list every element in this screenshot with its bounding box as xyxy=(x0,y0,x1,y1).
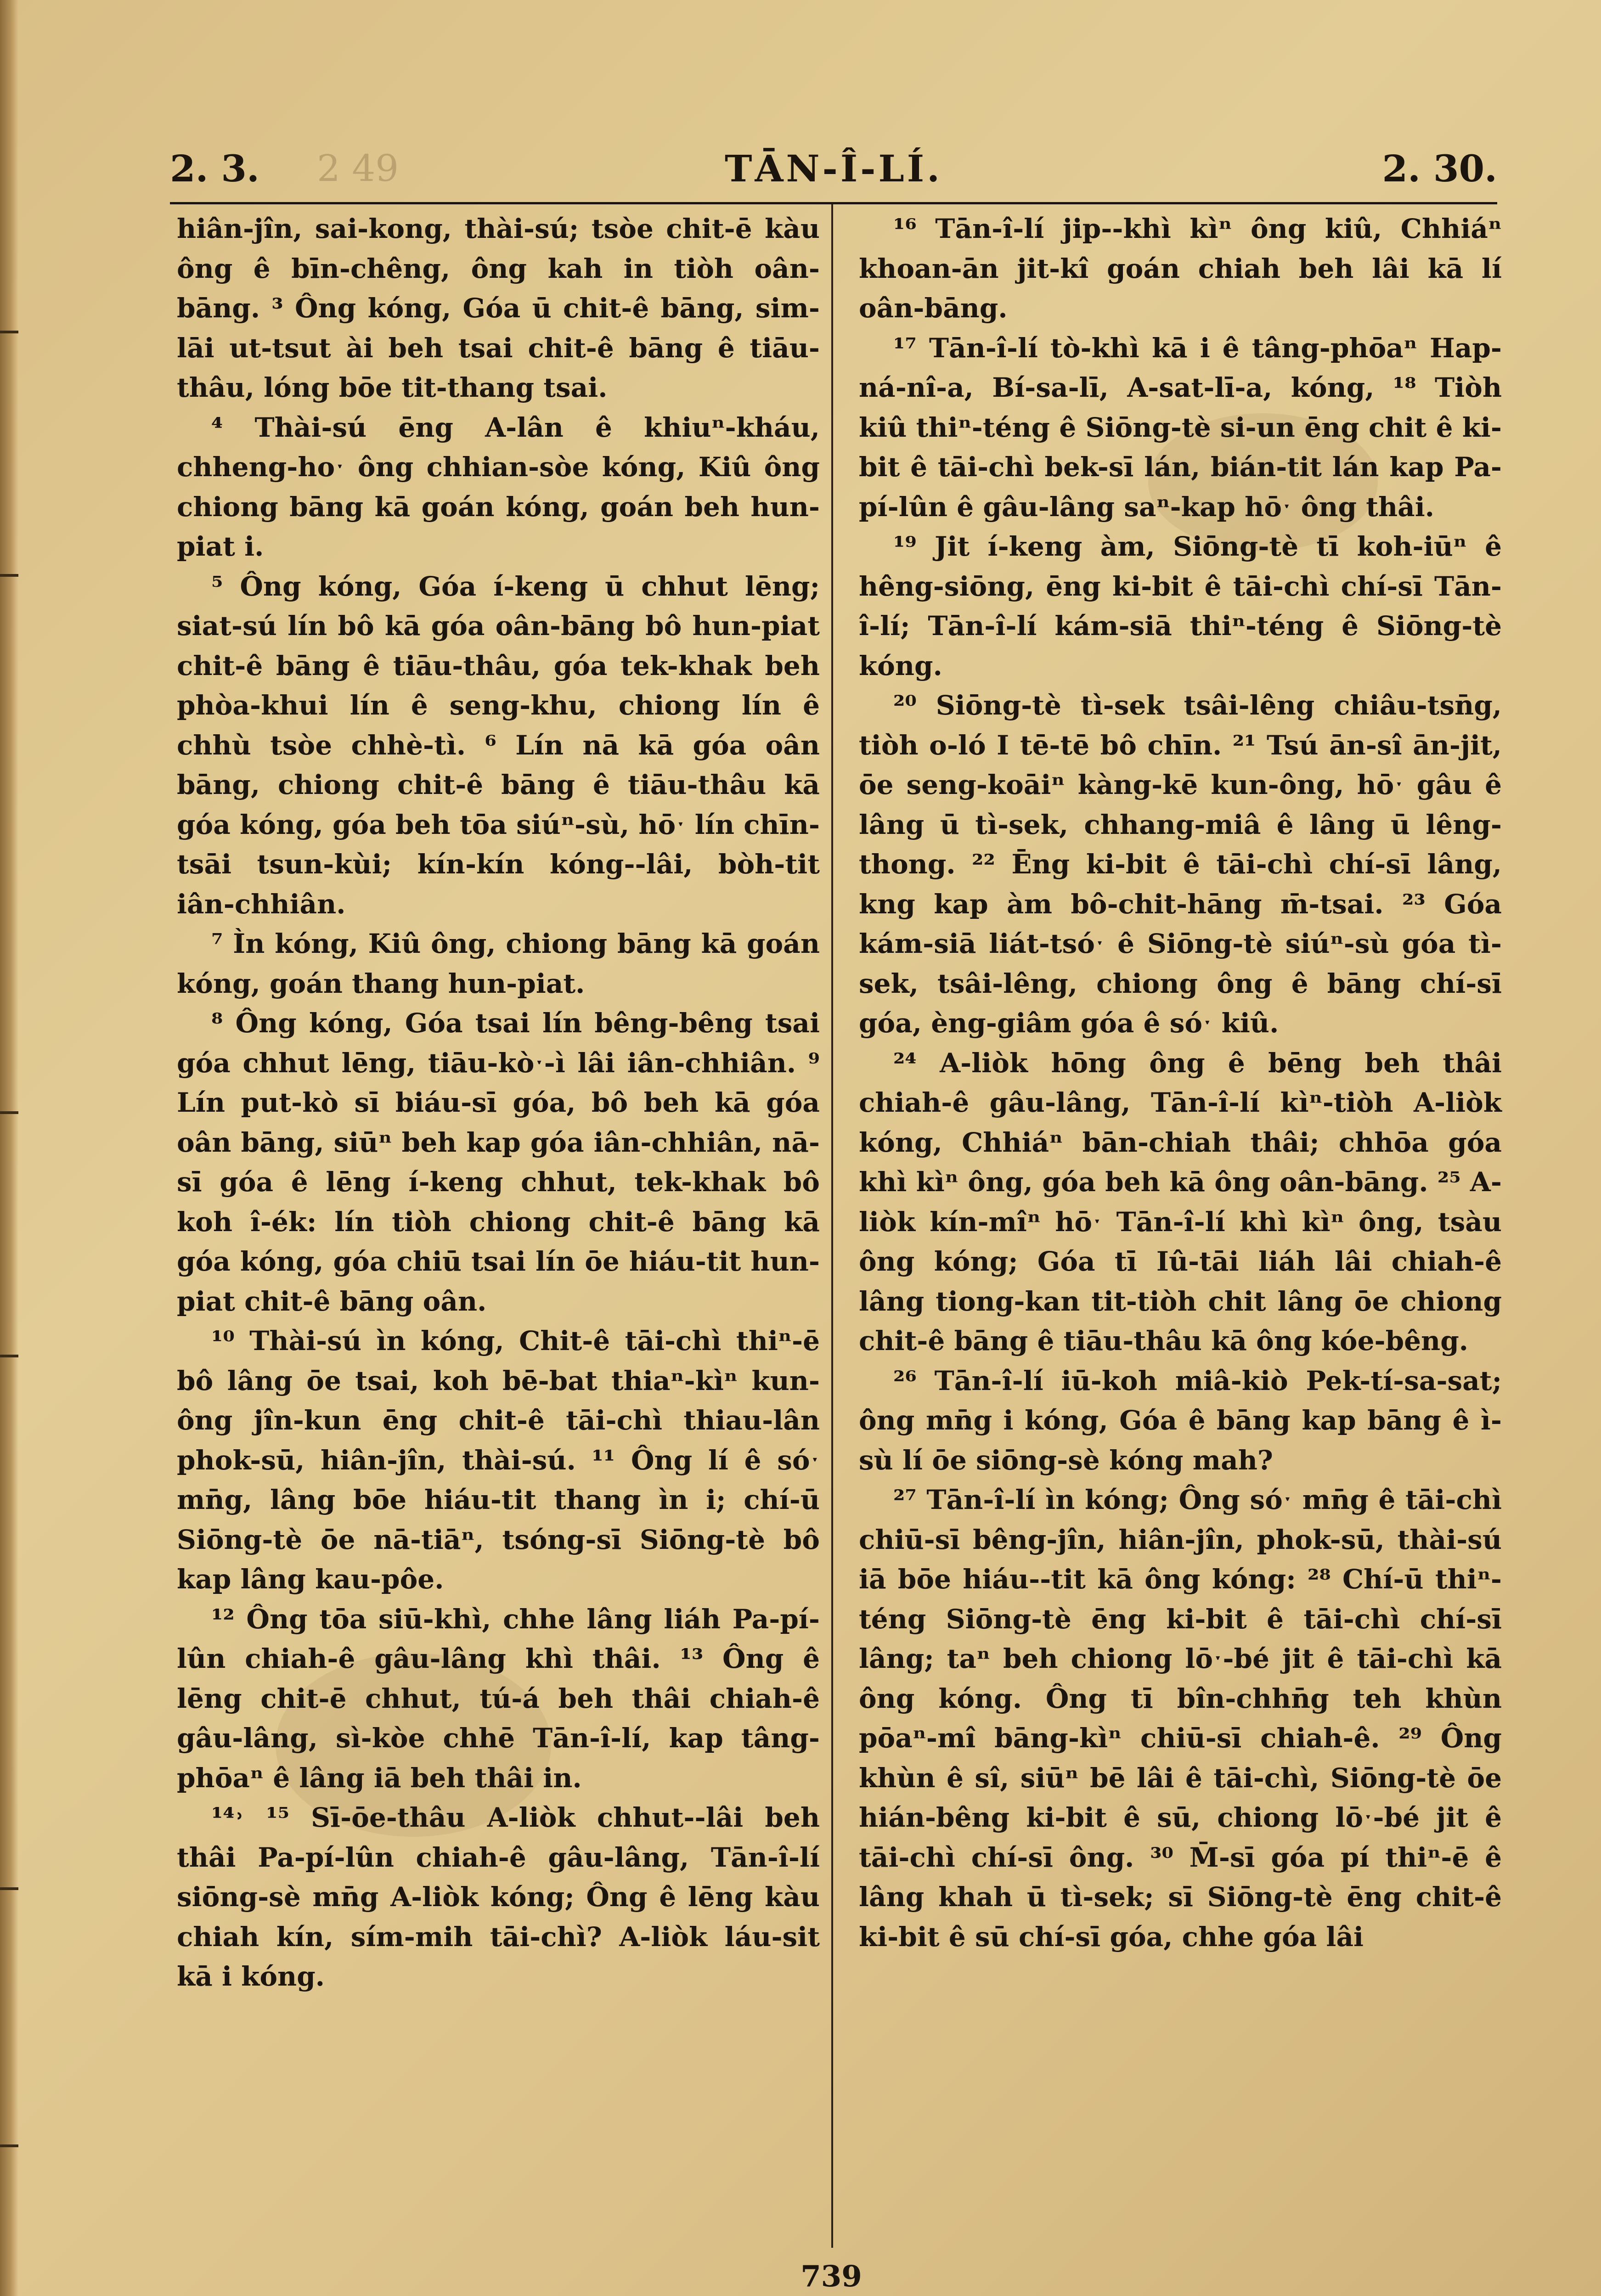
left-column xyxy=(177,209,820,1997)
right-column xyxy=(859,209,1502,1957)
paragraph: ¹² Ông tōa siū-khì, chhe lâng liáh Pa-pí-lûn chiah-ê gâu-lâng khì thâi. ¹³ Ông ê lēng chit-ē chhut, tú-á beh thâi chiah-ê gâu-lâng, sì-kòe chhē Tān-î-lí, kap tâng-phōaⁿ ê lâng iā beh thâi in. xyxy=(177,1603,820,1794)
book-title: TĀN-Î-LÍ. xyxy=(724,147,943,190)
paragraph: ¹⁹ Jit í-keng àm, Siōng-tè tī koh-iūⁿ ê hêng-siōng, ēng ki-bit ê tāi-chì chí-sī Tān-î-lí; Tān-î-lí kám-siā thiⁿ-téng ê Siōng-tè kóng. xyxy=(859,531,1502,681)
paragraph: ¹⁴˒ ¹⁵ Sī-ōe-thâu A-liòk chhut--lâi beh thâi Pa-pí-lûn chiah-ê gâu-lâng, Tān-î-lí siōng-sè mn̄g A-liòk kóng; Ông ê lēng kàu chiah kín, sím-mih tāi-chì? A-liòk láu-sit kā i kóng. xyxy=(177,1802,820,1992)
header-verse-range-start: 2. 3. xyxy=(170,147,259,190)
header-bleed-through: 2 49 xyxy=(317,147,399,190)
paragraph: ¹⁰ Thài-sú ìn kóng, Chit-ê tāi-chì thiⁿ-ē bô lâng ōe tsai, koh bē-bat thiaⁿ-kìⁿ kun-ông jîn-kun ēng chit-ê tāi-chì thiau-lân phok-sū, hiân-jîn, thài-sú. ¹¹ Ông lí ê sóˑ mn̄g, lâng bōe hiáu-tit thang ìn i; chí-ū Siōng-tè ōe nā-tiāⁿ, tsóng-sī Siōng-tè bô kap lâng kau-pôe. xyxy=(177,1325,820,1595)
binding-marks xyxy=(0,0,18,2296)
paragraph: ¹⁷ Tān-î-lí tò-khì kā i ê tâng-phōaⁿ Hap-ná-nî-a, Bí-sa-lī, A-sat-lī-a, kóng, ¹⁸ Tiòh kiû thiⁿ-téng ê Siōng-tè si-un ēng chit ê ki-bit ê tāi-chì bek-sī lán, bián-tit lán kap Pa-pí-lûn ê gâu-lâng saⁿ-kap hōˑ ông thâi. xyxy=(859,332,1502,523)
column-divider xyxy=(831,204,833,2248)
paragraph: ²⁶ Tān-î-lí iū-koh miâ-kiò Pek-tí-sa-sat; ông mn̄g i kóng, Góa ê bāng kap bāng ê ì-sù lí ōe siōng-sè kóng mah? xyxy=(859,1365,1502,1476)
paragraph: ²⁴ A-liòk hōng ông ê bēng beh thâi chiah-ê gâu-lâng, Tān-î-lí kìⁿ-tiòh A-liòk kóng, Chhiáⁿ bān-chiah thâi; chhōa góa khì kìⁿ ông, góa beh kā ông oân-bāng. ²⁵ A-liòk kín-mîⁿ hōˑ Tān-î-lí khì kìⁿ ông, tsàu ông kóng; Góa tī Iû-tāi liáh lâi chiah-ê lâng tiong-kan tit-tiòh chit lâng ōe chiong chit-ê bāng ê tiāu-thâu kā ông kóe-bêng. xyxy=(859,1047,1502,1356)
paragraph: hiân-jîn, sai-kong, thài-sú; tsòe chit-ē kàu ông ê bīn-chêng, ông kah in tiòh oân-bāng. ³ Ông kóng, Góa ū chit-ê bāng, sim-lāi ut-tsut ài beh tsai chit-ê bāng ê tiāu-thâu, lóng bōe tit-thang tsai. xyxy=(177,213,820,403)
page-number: 739 xyxy=(800,2259,862,2294)
running-header xyxy=(170,147,1497,197)
paragraph: ²⁷ Tān-î-lí ìn kóng; Ông sóˑ mn̄g ê tāi-chì chiū-sī bêng-jîn, hiân-jîn, phok-sū, thài-sú iā bōe hiáu--tit kā ông kóng: ²⁸ Chí-ū thiⁿ-téng Siōng-tè ēng ki-bit ê tāi-chì chí-sī lâng; taⁿ beh chiong lōˑ-bé jit ê tāi-chì kā ông kóng. Ông tī bîn-chhn̄g teh khùn pōaⁿ-mî bāng-kìⁿ chiū-sī chiah-ê. ²⁹ Ông khùn ê sî, siūⁿ bē lâi ê tāi-chì, Siōng-tè ōe hián-bêng ki-bit ê sū, chiong lōˑ-bé jit ê tāi-chì chí-sī ông. ³⁰ M̄-sī góa pí thiⁿ-ē ê lâng khah ū tì-sek; sī Siōng-tè ēng chit-ê ki-bit ê sū chí-sī góa, chhe góa lâi xyxy=(859,1484,1502,1953)
paragraph: ⁵ Ông kóng, Góa í-keng ū chhut lēng; siat-sú lín bô kā góa oân-bāng bô hun-piat chit-ê bāng ê tiāu-thâu, góa tek-khak beh phòa-khui lín ê seng-khu, chiong lín ê chhù tsòe chhè-tì. ⁶ Lín nā kā góa oân bāng, chiong chit-ê bāng ê tiāu-thâu kā góa kóng, góa beh tōa siúⁿ-sù, hōˑ lín chīn-tsāi tsun-kùi; kín-kín kóng--lâi, bòh-tit iân-chhiân. xyxy=(177,570,820,920)
paragraph: ²⁰ Siōng-tè tì-sek tsâi-lêng chiâu-tsn̄g, tiòh o-ló I tē-tē bô chīn. ²¹ Tsú ān-sî ān-jit, ōe seng-koāiⁿ kàng-kē kun-ông, hōˑ gâu ê lâng ū tì-sek, chhang-miâ ê lâng ū lêng-thong. ²² Ēng ki-bit ê tāi-chì chí-sī lâng, kng kap àm bô-chit-hāng m̄-tsai. ²³ Góa kám-siā liát-tsóˑ ê Siōng-tè siúⁿ-sù góa tì-sek, tsâi-lêng, chiong ông ê bāng chí-sī góa, èng-giâm góa ê sóˑ kiû. xyxy=(859,690,1502,1039)
header-verse-range-end: 2. 30. xyxy=(1382,147,1497,190)
header-rule xyxy=(170,202,1497,204)
paragraph: ¹⁶ Tān-î-lí jip--khì kìⁿ ông kiû, Chhiáⁿ khoan-ān jit-kî goán chiah beh lâi kā lí oân-bāng. xyxy=(859,213,1502,324)
paragraph: ⁸ Ông kóng, Góa tsai lín bêng-bêng tsai góa chhut lēng, tiāu-kòˑ-ì lâi iân-chhiân. ⁹ Lín put-kò sī biáu-sī góa, bô beh kā góa oân bāng, siūⁿ beh kap góa iân-chhiân, nā-sī góa ê lēng í-keng chhut, tek-khak bô koh î-ék: lín tiòh chiong chit-ê bāng kā góa kóng, góa chiū tsai lín ōe hiáu-tit hun-piat chit-ê bāng oân. xyxy=(177,1007,820,1317)
paragraph: ⁴ Thài-sú ēng A-lân ê khiuⁿ-kháu, chheng-hoˑ ông chhian-sòe kóng, Kiû ông chiong bāng kā goán kóng, goán beh hun-piat i. xyxy=(177,411,820,562)
paragraph: ⁷ Ìn kóng, Kiû ông, chiong bāng kā goán kóng, goán thang hun-piat. xyxy=(177,928,820,999)
